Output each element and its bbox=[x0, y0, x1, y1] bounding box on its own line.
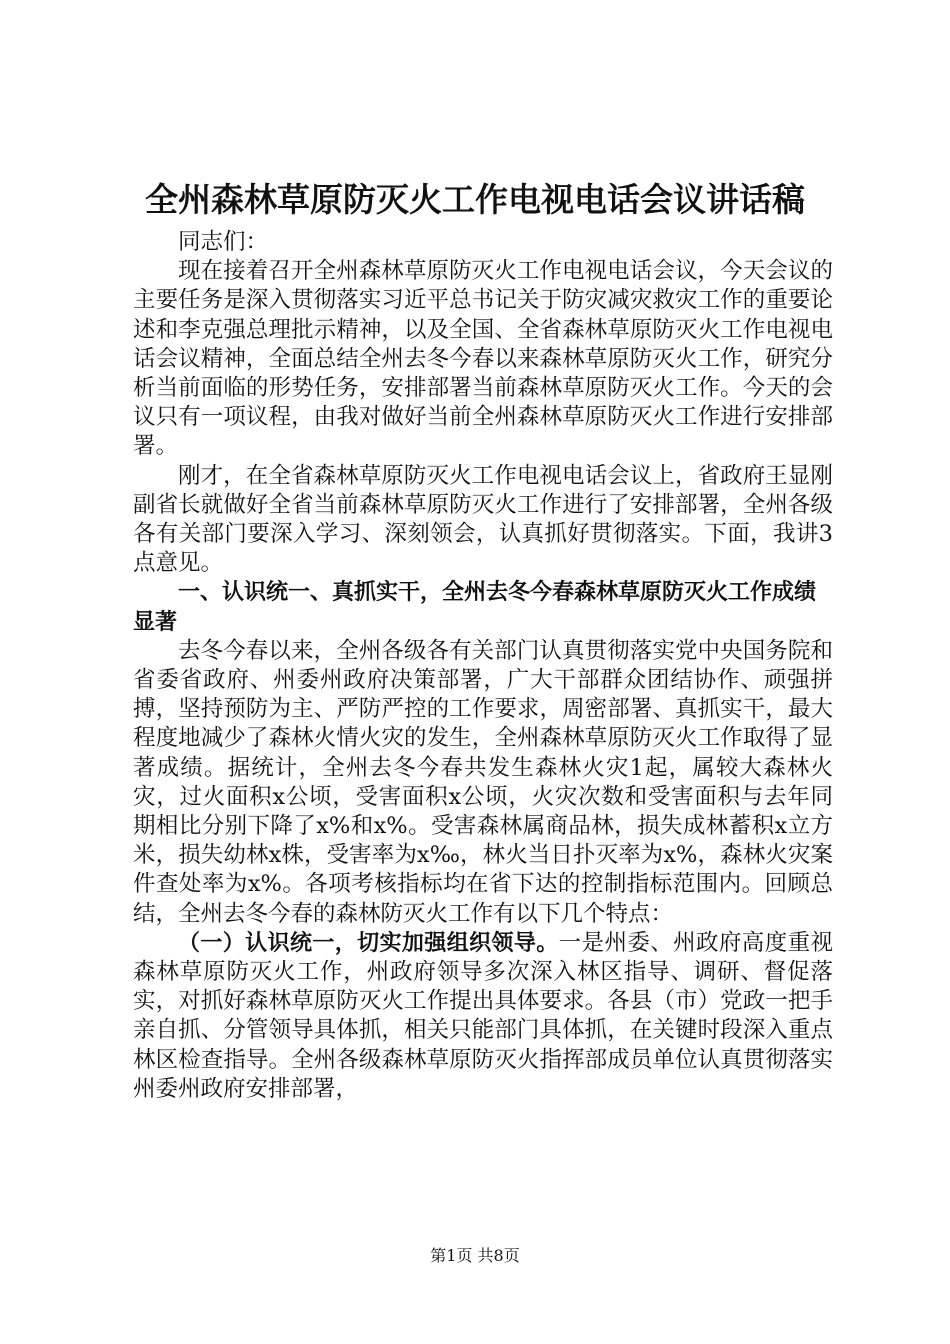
document-body bbox=[133, 228, 833, 1104]
salutation: 同志们： bbox=[178, 229, 269, 255]
document-title: 全州森林草原防灭火工作电视电话会议讲话稿 bbox=[145, 180, 805, 219]
paragraph-province-meeting: 刚才，在全省森林草原防灭火工作电视电话会议上，省政府王显刚副省长就做好全省当前森林草原防灭火工作进行了安排部署，全州各级各有关部门要深入学习、深刻领会，认真抓好贯彻落实。下面，我讲3点意见。 bbox=[133, 462, 833, 577]
paragraph-achievements: 去冬今春以来，全州各级各有关部门认真贯彻落实党中央国务院和省委省政府、州委州政府决策部署，广大干部群众团结协作、顽强拼搏，坚持预防为主、严防严控的工作要求，周密部署、真抓实干，最大程度地减少了森林火情火灾的发生，全州森林草原防灭火工作取得了显著成绩。据统计，全州去冬今春共发生森林火灾1起，属较大森林火灾，过火面积x公顷，受害面积x公顷，火灾次数和受害面积与去年同期相比分别下降了x%和x%。受害森林属商品林，损失成林蓄积x立方米，损失幼林x株，受害率为x‰，林火当日扑灭率为x%，森林火灾案件查处率为x%。各项考核指标均在省下达的控制指标范围内。回顾总结，全州去冬今春的森林防灭火工作有以下几个特点： bbox=[133, 637, 833, 927]
subsection-1-body: 一是州委、州政府高度重视森林草原防灭火工作，州政府领导多次深入林区指导、调研、督促落实，对抓好森林草原防灭火工作提出具体要求。各县（市）党政一把手亲自抓、分管领导具体抓，相关只能部门具体抓，在关键时段深入重点林区检查指导。全州各级森林草原防灭火指挥部成员单位认真贯彻落实州委州政府安排部署， bbox=[133, 929, 833, 1102]
subsection-1-lead: （一）认识统一，切实加强组织领导。 bbox=[178, 930, 559, 956]
paragraph-subsection-1 bbox=[133, 929, 833, 1104]
paragraph-opening: 现在接着召开全州森林草原防灭火工作电视电话会议，今天会议的主要任务是深入贯彻落实习近平总书记关于防灾减灾救灾工作的重要论述和李克强总理批示精神，以及全国、全省森林草原防灭火工作电视电话会议精神，全面总结全州去冬今春以来森林草原防灭火工作，研究分析当前面临的形势任务，安排部署当前森林草原防灭火工作。今天的会议只有一项议程，由我对做好当前全州森林草原防灭火工作进行安排部署。 bbox=[133, 258, 833, 460]
section-heading-1: 一、认识统一、真抓实干，全州去冬今春森林草原防灭火工作成绩显著 bbox=[133, 580, 817, 635]
page-footer: 第1页 共8页 bbox=[430, 1246, 520, 1265]
